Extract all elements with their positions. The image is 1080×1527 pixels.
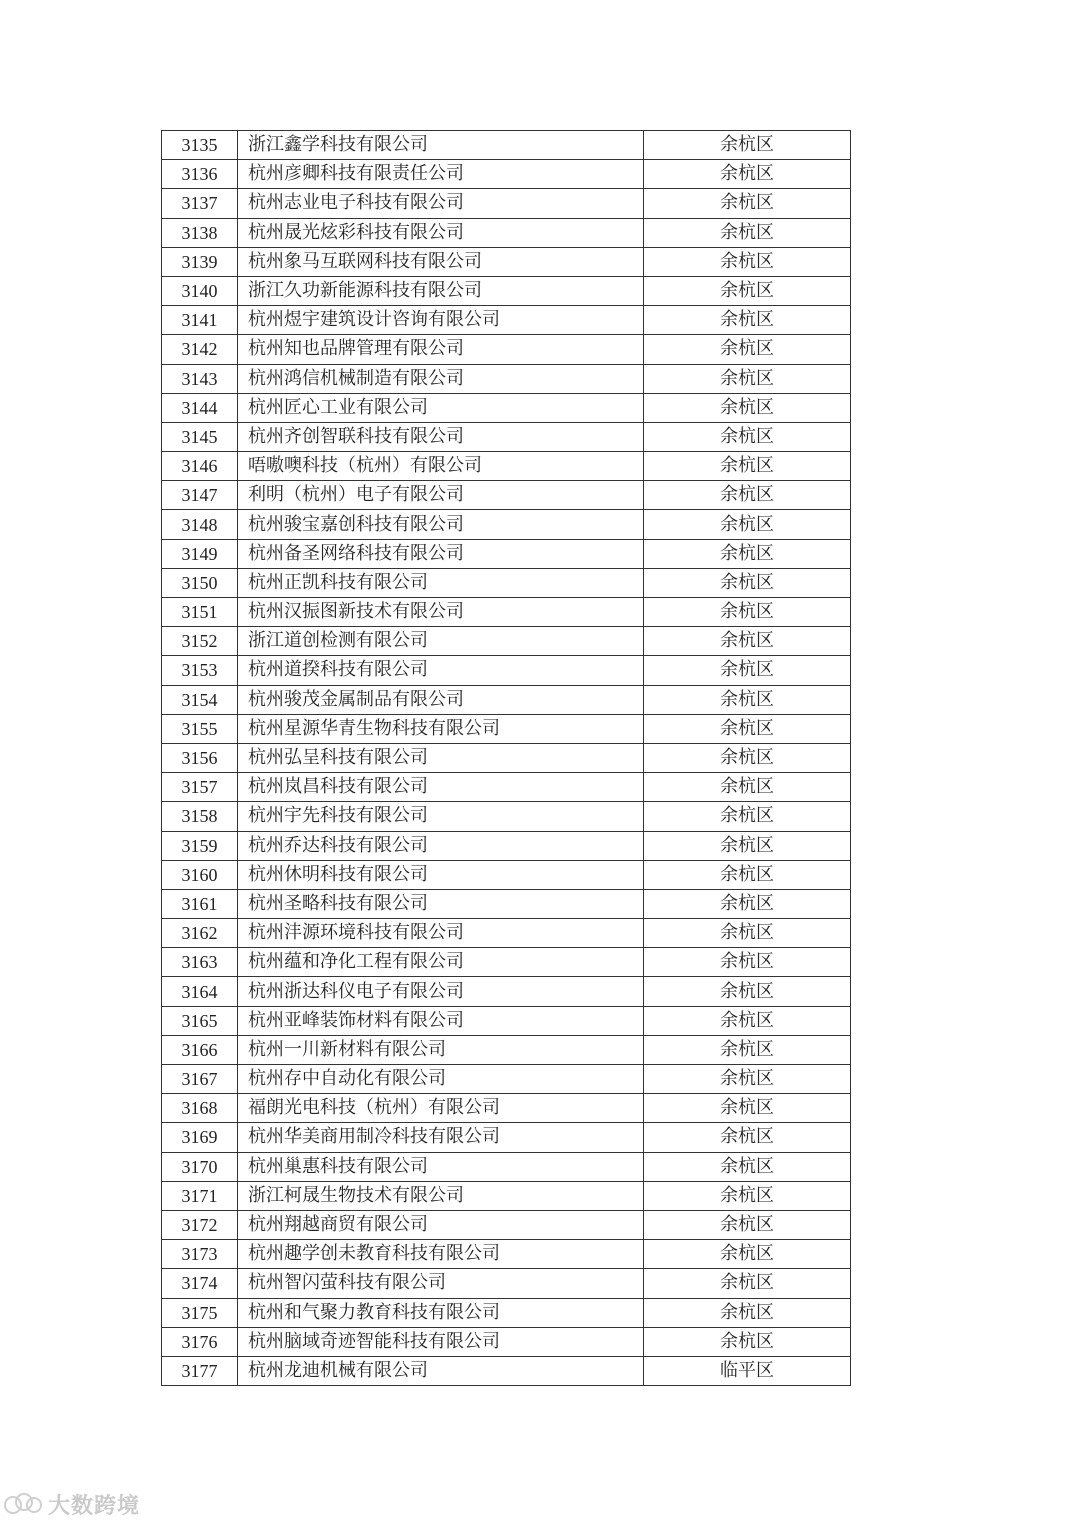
company-name: 杭州宇先科技有限公司	[238, 802, 644, 831]
row-number: 3146	[162, 452, 238, 481]
table-row	[162, 656, 851, 685]
company-name: 杭州正凯科技有限公司	[238, 568, 644, 597]
table-row	[162, 131, 851, 160]
district: 余杭区	[644, 481, 851, 510]
row-number: 3167	[162, 1065, 238, 1094]
company-name: 杭州一川新材料有限公司	[238, 1035, 644, 1064]
table-row	[162, 218, 851, 247]
table-row	[162, 889, 851, 918]
table-row	[162, 773, 851, 802]
table-row	[162, 1210, 851, 1239]
table-row	[162, 598, 851, 627]
row-number: 3155	[162, 714, 238, 743]
row-number: 3151	[162, 598, 238, 627]
table-row	[162, 364, 851, 393]
row-number: 3165	[162, 1006, 238, 1035]
table-row	[162, 802, 851, 831]
table-row	[162, 1298, 851, 1327]
company-name: 杭州巢惠科技有限公司	[238, 1152, 644, 1181]
company-name: 杭州翔越商贸有限公司	[238, 1210, 644, 1239]
row-number: 3158	[162, 802, 238, 831]
district: 余杭区	[644, 1123, 851, 1152]
table-row	[162, 919, 851, 948]
district: 余杭区	[644, 247, 851, 276]
table-row	[162, 860, 851, 889]
district: 临平区	[644, 1356, 851, 1385]
row-number: 3161	[162, 889, 238, 918]
district: 余杭区	[644, 131, 851, 160]
district: 余杭区	[644, 773, 851, 802]
company-name: 杭州备圣网络科技有限公司	[238, 539, 644, 568]
company-name: 杭州智闪萤科技有限公司	[238, 1269, 644, 1298]
district: 余杭区	[644, 160, 851, 189]
table-row	[162, 1240, 851, 1269]
district: 余杭区	[644, 1094, 851, 1123]
district: 余杭区	[644, 1327, 851, 1356]
table-row	[162, 831, 851, 860]
company-name: 杭州汉振图新技术有限公司	[238, 598, 644, 627]
company-name: 杭州和气聚力教育科技有限公司	[238, 1298, 644, 1327]
table-row	[162, 422, 851, 451]
row-number: 3162	[162, 919, 238, 948]
district: 余杭区	[644, 831, 851, 860]
company-table	[161, 130, 851, 1386]
district: 余杭区	[644, 510, 851, 539]
row-number: 3177	[162, 1356, 238, 1385]
table-row	[162, 539, 851, 568]
row-number: 3176	[162, 1327, 238, 1356]
row-number: 3171	[162, 1181, 238, 1210]
row-number: 3154	[162, 685, 238, 714]
company-name: 杭州乔达科技有限公司	[238, 831, 644, 860]
row-number: 3147	[162, 481, 238, 510]
company-name: 杭州志业电子科技有限公司	[238, 189, 644, 218]
district: 余杭区	[644, 539, 851, 568]
company-name: 杭州岚昌科技有限公司	[238, 773, 644, 802]
row-number: 3172	[162, 1210, 238, 1239]
watermark-text: 大数跨境	[48, 1493, 141, 1519]
company-name: 杭州骏茂金属制品有限公司	[238, 685, 644, 714]
table-row	[162, 393, 851, 422]
row-number: 3157	[162, 773, 238, 802]
company-name: 杭州星源华青生物科技有限公司	[238, 714, 644, 743]
district: 余杭区	[644, 335, 851, 364]
company-name: 杭州亚峰装饰材料有限公司	[238, 1006, 644, 1035]
company-name: 杭州象马互联网科技有限公司	[238, 247, 644, 276]
company-name: 杭州匠心工业有限公司	[238, 393, 644, 422]
table-row	[162, 452, 851, 481]
row-number: 3163	[162, 948, 238, 977]
company-name: 杭州知也品牌管理有限公司	[238, 335, 644, 364]
row-number: 3139	[162, 247, 238, 276]
district: 余杭区	[644, 919, 851, 948]
table-row	[162, 1006, 851, 1035]
company-name: 浙江久功新能源科技有限公司	[238, 276, 644, 305]
table-row	[162, 743, 851, 772]
table-row	[162, 977, 851, 1006]
district: 余杭区	[644, 1298, 851, 1327]
district: 余杭区	[644, 1240, 851, 1269]
row-number: 3143	[162, 364, 238, 393]
district: 余杭区	[644, 685, 851, 714]
company-name: 浙江鑫学科技有限公司	[238, 131, 644, 160]
table-row	[162, 1181, 851, 1210]
row-number: 3138	[162, 218, 238, 247]
row-number: 3174	[162, 1269, 238, 1298]
district: 余杭区	[644, 364, 851, 393]
district: 余杭区	[644, 1006, 851, 1035]
company-name: 杭州休明科技有限公司	[238, 860, 644, 889]
table-body	[162, 131, 851, 1386]
district: 余杭区	[644, 1210, 851, 1239]
row-number: 3135	[162, 131, 238, 160]
company-name: 杭州华美商用制冷科技有限公司	[238, 1123, 644, 1152]
district: 余杭区	[644, 598, 851, 627]
watermark-logo-icon	[4, 1490, 44, 1518]
table-row	[162, 1269, 851, 1298]
company-name: 杭州鸿信机械制造有限公司	[238, 364, 644, 393]
district: 余杭区	[644, 452, 851, 481]
district: 余杭区	[644, 1152, 851, 1181]
company-name: 杭州龙迪机械有限公司	[238, 1356, 644, 1385]
table-row	[162, 1065, 851, 1094]
district: 余杭区	[644, 802, 851, 831]
company-name: 杭州弘呈科技有限公司	[238, 743, 644, 772]
row-number: 3149	[162, 539, 238, 568]
company-name: 浙江道创检测有限公司	[238, 627, 644, 656]
row-number: 3140	[162, 276, 238, 305]
district: 余杭区	[644, 276, 851, 305]
company-name: 杭州骏宝嘉创科技有限公司	[238, 510, 644, 539]
company-name: 利明（杭州）电子有限公司	[238, 481, 644, 510]
company-name: 杭州晟光炫彩科技有限公司	[238, 218, 644, 247]
company-name: 杭州圣略科技有限公司	[238, 889, 644, 918]
row-number: 3166	[162, 1035, 238, 1064]
row-number: 3169	[162, 1123, 238, 1152]
company-name: 杭州蕴和净化工程有限公司	[238, 948, 644, 977]
company-name: 杭州沣源环境科技有限公司	[238, 919, 644, 948]
table-row	[162, 685, 851, 714]
table-row	[162, 948, 851, 977]
row-number: 3152	[162, 627, 238, 656]
district: 余杭区	[644, 189, 851, 218]
company-name: 杭州脑域奇迹智能科技有限公司	[238, 1327, 644, 1356]
table-row	[162, 1327, 851, 1356]
district: 余杭区	[644, 393, 851, 422]
company-name: 杭州齐创智联科技有限公司	[238, 422, 644, 451]
row-number: 3148	[162, 510, 238, 539]
district: 余杭区	[644, 860, 851, 889]
table-row	[162, 714, 851, 743]
table-row	[162, 1152, 851, 1181]
watermark	[4, 1487, 140, 1521]
table-row	[162, 306, 851, 335]
table-row	[162, 1356, 851, 1385]
district: 余杭区	[644, 743, 851, 772]
company-name: 杭州煜宇建筑设计咨询有限公司	[238, 306, 644, 335]
district: 余杭区	[644, 1269, 851, 1298]
company-name: 杭州道揆科技有限公司	[238, 656, 644, 685]
row-number: 3136	[162, 160, 238, 189]
row-number: 3144	[162, 393, 238, 422]
district: 余杭区	[644, 627, 851, 656]
company-name: 杭州彦卿科技有限责任公司	[238, 160, 644, 189]
district: 余杭区	[644, 1181, 851, 1210]
district: 余杭区	[644, 306, 851, 335]
table-row	[162, 481, 851, 510]
company-name: 杭州存中自动化有限公司	[238, 1065, 644, 1094]
district: 余杭区	[644, 977, 851, 1006]
district: 余杭区	[644, 422, 851, 451]
row-number: 3156	[162, 743, 238, 772]
table-row	[162, 247, 851, 276]
row-number: 3168	[162, 1094, 238, 1123]
district: 余杭区	[644, 1035, 851, 1064]
district: 余杭区	[644, 656, 851, 685]
row-number: 3175	[162, 1298, 238, 1327]
row-number: 3159	[162, 831, 238, 860]
table-row	[162, 160, 851, 189]
district: 余杭区	[644, 218, 851, 247]
district: 余杭区	[644, 948, 851, 977]
company-name: 杭州浙达科仪电子有限公司	[238, 977, 644, 1006]
table-row	[162, 1123, 851, 1152]
table-row	[162, 1035, 851, 1064]
company-name: 浙江柯晟生物技术有限公司	[238, 1181, 644, 1210]
district: 余杭区	[644, 714, 851, 743]
row-number: 3160	[162, 860, 238, 889]
table-row	[162, 1094, 851, 1123]
company-name: 福朗光电科技（杭州）有限公司	[238, 1094, 644, 1123]
table-row	[162, 189, 851, 218]
table-row	[162, 276, 851, 305]
row-number: 3153	[162, 656, 238, 685]
row-number: 3141	[162, 306, 238, 335]
table-row	[162, 568, 851, 597]
district: 余杭区	[644, 889, 851, 918]
company-name: 唔嗷噢科技（杭州）有限公司	[238, 452, 644, 481]
district: 余杭区	[644, 568, 851, 597]
row-number: 3142	[162, 335, 238, 364]
row-number: 3173	[162, 1240, 238, 1269]
district: 余杭区	[644, 1065, 851, 1094]
table-row	[162, 335, 851, 364]
row-number: 3150	[162, 568, 238, 597]
company-name: 杭州趣学创未教育科技有限公司	[238, 1240, 644, 1269]
row-number: 3170	[162, 1152, 238, 1181]
row-number: 3145	[162, 422, 238, 451]
table-row	[162, 627, 851, 656]
row-number: 3164	[162, 977, 238, 1006]
row-number: 3137	[162, 189, 238, 218]
table-row	[162, 510, 851, 539]
